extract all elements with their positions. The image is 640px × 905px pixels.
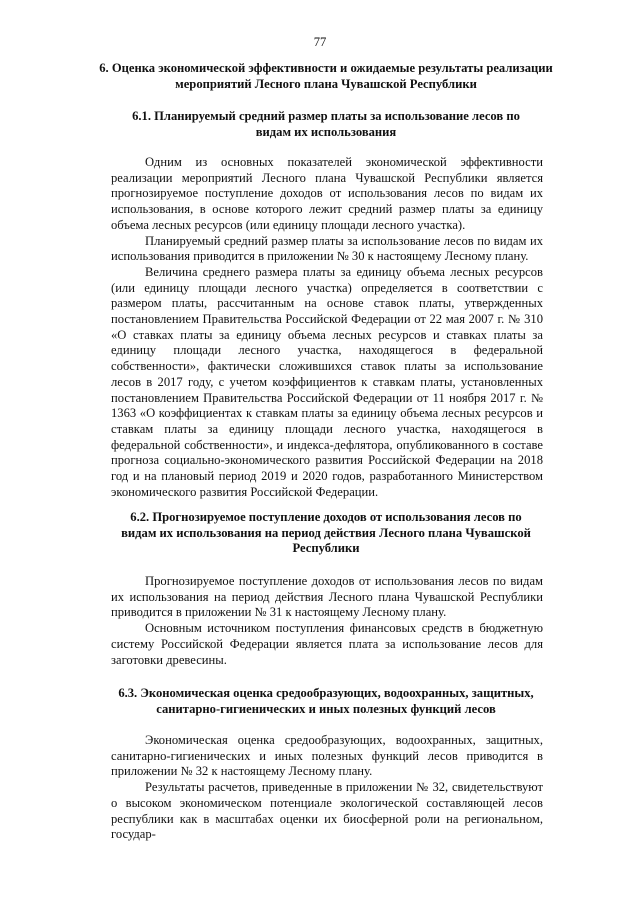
section-6-3-title: 6.3. Экономическая оценка средообразующих, водоохранных, защитных, санитарно-гигиенических и иных полезных функций лесов [118,686,534,716]
section-6-3-body [111,733,543,843]
paragraph: Одним из основных показателей экономической эффективности реализации мероприятий Лесного плана Чувашской Республики является прогнозируемое поступление доходов от использования лесов по видам их использования, в основе которого лежит средний размер платы за единицу объема лесных ресурсов (или единицу площади лесного участка). [111,155,543,232]
section-6-1-title: 6.1. Планируемый средний размер платы за использование лесов по видам их использования [132,109,520,139]
page-number: 77 [313,35,327,49]
paragraph: Основным источником поступления финансовых средств в бюджетную систему Российской Федерации является плата за использование лесов для заготовки древесины. [111,621,543,667]
section-6-2-title: 6.2. Прогнозируемое поступление доходов от использования лесов по видам их использования на период действия Лесного плана Чувашской Республики [121,510,531,556]
paragraph: Результаты расчетов, приведенные в приложении № 32, свидетельствуют о высоком экономическом потенциале экологической составляющей лесов республики как в масштабах оценки их биосферной роли на региональном, государ- [111,780,543,842]
section-6-title: 6. Оценка экономической эффективности и ожидаемые результаты реализации мероприятий Лесного плана Чувашской Республики [99,61,553,91]
section-6-2-body [111,574,543,668]
section-6-1-body [111,155,543,500]
paragraph: Величина среднего размера платы за единицу объема лесных ресурсов (или единицу площади лесного участка) определяется в соответствии с размером платы, рассчитанным на основе ставок платы, утвержденных постановлением Правительства Российской Федерации от 22 мая 2007 г. № 310 «О ставках платы за единицу объема лесных ресурсов и ставках платы за единицу площади лесного участка, находящегося в федеральной собственности», фактически сложившихся ставок платы за использование лесов в 2017 году, с учетом коэффициентов к ставкам платы, установленных постановлением Правительства Российской Федерации от 11 ноября 2017 г. № 1363 «О коэффициентах к ставкам платы за единицу объема лесных ресурсов и ставкам платы за единицу площади лесного участка, находящегося в федеральной собственности», и индекса-дефлятора, опубликованного в составе прогноза социально-экономического развития Российской Федерации на 2018 год и на плановый период 2019 и 2020 годов, разработанного Министерством экономического развития Российской Федерации. [111,264,543,499]
paragraph: Прогнозируемое поступление доходов от использования лесов по видам их использования на период действия Лесного плана Чувашской Республики приводится в приложении № 31 к настоящему Лесному плану. [111,574,543,620]
paragraph: Планируемый средний размер платы за использование лесов по видам их использования приводится в приложении № 30 к настоящему Лесному плану. [111,233,543,264]
paragraph: Экономическая оценка средообразующих, водоохранных, защитных, санитарно-гигиенических и иных полезных функций лесов приводится в приложении № 32 к настоящему Лесному плану. [111,733,543,779]
